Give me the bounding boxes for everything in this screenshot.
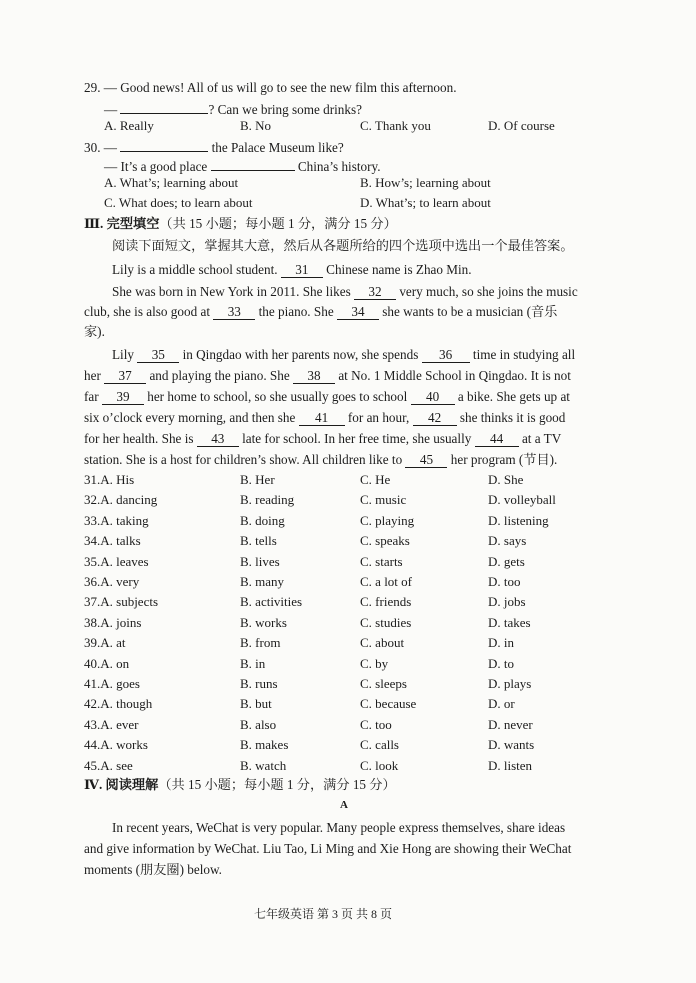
cloze-option-43-d: D. never	[488, 716, 533, 732]
cloze-option-31-d: D. She	[488, 472, 524, 487]
cloze-option-42-b: B. but	[240, 696, 272, 712]
blank-32: 32	[354, 285, 396, 300]
passage-a-line-2: and give information by WeChat. Liu Tao, Li Ming and Xie Hong are showing their WeChat	[84, 841, 572, 856]
cloze-option-37-c: C. friends	[360, 594, 412, 610]
cloze-option-34-a: 34.A. talks	[84, 533, 141, 549]
cloze-option-32-b: B. reading	[240, 492, 295, 508]
q30-option-a: A. What’s; learning about	[104, 175, 239, 190]
q30-blank-2	[211, 156, 295, 171]
cloze-option-35-b: B. lives	[240, 553, 280, 569]
cloze-option-36-b: B. many	[240, 574, 285, 589]
cloze-option-39-c: C. about	[360, 635, 405, 651]
blank-39: 39	[102, 390, 144, 405]
cloze-option-34-b: B. tells	[240, 533, 277, 549]
cloze-line-7: far 39 her home to school, so she usually goes to school 40 a bike. She gets up at	[84, 389, 570, 404]
cloze-option-31-c: C. He	[360, 472, 391, 487]
passage-a-label: A	[340, 799, 348, 811]
cloze-option-37-b: B. activities	[240, 594, 303, 610]
cloze-option-36-d: D. too	[488, 574, 521, 589]
cloze-option-33-b: B. doing	[240, 512, 285, 528]
cloze-option-42-a: 42.A. though	[84, 696, 153, 712]
cloze-option-43-a: 43.A. ever	[84, 716, 139, 732]
blank-36: 36	[422, 348, 470, 363]
blank-37: 37	[104, 369, 146, 384]
cloze-line-2: She was born in New York in 2011. She likes 32 very much, so she joins the music	[112, 284, 578, 299]
cloze-option-36-a: 36.A. very	[84, 574, 140, 589]
cloze-option-41-b: B. runs	[240, 676, 278, 691]
cloze-line-1: Lily is a middle school student. 31 Chinese name is Zhao Min.	[112, 262, 472, 277]
cloze-option-33-a: 33.A. taking	[84, 512, 149, 528]
cloze-option-41-a: 41.A. goes	[84, 676, 140, 691]
q30-option-b: B. How’s; learning about	[360, 175, 491, 190]
blank-34: 34	[337, 305, 379, 320]
cloze-option-37-a: 37.A. subjects	[84, 594, 159, 610]
blank-42: 42	[413, 411, 457, 426]
q29-option-b: B. No	[240, 118, 272, 133]
cloze-option-39-a: 39.A. at	[84, 635, 126, 651]
cloze-option-45-b: B. watch	[240, 757, 287, 773]
q30-response: — It’s a good place China’s history.	[104, 156, 381, 175]
cloze-option-38-b: B. works	[240, 614, 287, 630]
cloze-option-39-d: D. in	[488, 635, 514, 651]
cloze-option-35-a: 35.A. leaves	[84, 553, 149, 569]
section-4-heading: Ⅳ. 阅读理解（共 15 小题；每小题 1 分，满分 15 分）	[84, 777, 396, 792]
cloze-option-40-a: 40.A. on	[84, 655, 130, 671]
cloze-line-9: for her health. She is 43 late for school. In her free time, she usually 44 at a TV	[84, 431, 562, 446]
passage-a-line-1: In recent years, WeChat is very popular. Many people express themselves, share ideas	[112, 820, 566, 835]
cloze-option-40-c: C. by	[360, 655, 389, 671]
cloze-line-5: Lily 35 in Qingdao with her parents now, she spends 36 time in studying all	[112, 347, 576, 362]
cloze-option-31-b: B. Her	[240, 472, 275, 487]
cloze-option-44-b: B. makes	[240, 737, 289, 753]
cloze-option-41-c: C. sleeps	[360, 676, 407, 691]
cloze-option-35-c: C. starts	[360, 553, 403, 569]
cloze-option-45-a: 45.A. see	[84, 757, 133, 773]
cloze-option-33-d: D. listening	[488, 512, 549, 528]
cloze-option-45-d: D. listen	[488, 757, 533, 773]
section-3-heading: Ⅲ. 完型填空（共 15 小题；每小题 1 分，满分 15 分）	[84, 216, 397, 231]
blank-35: 35	[137, 348, 179, 363]
cloze-option-34-c: C. speaks	[360, 533, 410, 549]
cloze-option-41-d: D. plays	[488, 676, 532, 691]
cloze-option-35-d: D. gets	[488, 553, 525, 569]
q29-option-d: D. Of course	[488, 118, 555, 133]
blank-40: 40	[411, 390, 455, 405]
cloze-option-38-d: D. takes	[488, 614, 531, 630]
cloze-option-38-c: C. studies	[360, 614, 412, 630]
cloze-option-44-d: D. wants	[488, 737, 535, 753]
section-3-instructions: 阅读下面短文，掌握其大意，然后从各题所给的四个选项中选出一个最佳答案。	[112, 238, 574, 253]
cloze-option-44-c: C. calls	[360, 737, 399, 753]
blank-33: 33	[213, 305, 255, 320]
q30-stem: 30. — the Palace Museum like?	[84, 137, 344, 156]
blank-31: 31	[281, 263, 323, 278]
blank-45: 45	[405, 453, 447, 468]
cloze-line-6: her 37 and playing the piano. She 38 at No. 1 Middle School in Qingdao. It is not	[84, 368, 571, 383]
blank-43: 43	[197, 432, 239, 447]
cloze-option-43-b: B. also	[240, 716, 277, 732]
cloze-option-40-d: D. to	[488, 655, 514, 671]
cloze-line-4: 家).	[84, 324, 105, 339]
cloze-line-10: station. She is a host for children’s show. All children like to 45 her program (节目).	[84, 452, 558, 467]
cloze-option-44-a: 44.A. works	[84, 737, 148, 753]
cloze-option-42-c: C. because	[360, 696, 417, 712]
cloze-option-32-a: 32.A. dancing	[84, 492, 158, 508]
q29-stem: 29. — Good news! All of us will go to see the new film this afternoon.	[84, 80, 457, 95]
cloze-option-45-c: C. look	[360, 757, 399, 773]
q30-option-d: D. What’s; to learn about	[360, 195, 491, 210]
page-footer: 七年级英语 第 3 页 共 8 页	[254, 907, 393, 921]
q30-option-c: C. What does; to learn about	[104, 195, 253, 210]
cloze-option-34-d: D. says	[488, 533, 527, 549]
cloze-option-40-b: B. in	[240, 655, 266, 671]
cloze-option-36-c: C. a lot of	[360, 574, 412, 589]
cloze-option-38-a: 38.A. joins	[84, 614, 142, 630]
cloze-option-32-c: C. music	[360, 492, 407, 508]
q29-option-a: A. Really	[104, 118, 154, 133]
cloze-option-33-c: C. playing	[360, 512, 415, 528]
blank-41: 41	[299, 411, 345, 426]
q29-option-c: C. Thank you	[360, 118, 431, 133]
cloze-option-31-a: 31.A. His	[84, 472, 135, 487]
cloze-line-8: six o’clock every morning, and then she 41 for an hour, 42 she thinks it is good	[84, 410, 566, 425]
blank-44: 44	[475, 432, 519, 447]
cloze-line-3: club, she is also good at 33 the piano. She 34 she wants to be a musician (音乐	[84, 304, 558, 319]
cloze-option-43-c: C. too	[360, 716, 392, 732]
cloze-option-39-b: B. from	[240, 635, 281, 651]
cloze-option-32-d: D. volleyball	[488, 492, 556, 508]
cloze-option-37-d: D. jobs	[488, 594, 526, 610]
q29-response: — ? Can we bring some drinks?	[104, 99, 362, 118]
blank-38: 38	[293, 369, 335, 384]
q29-blank	[120, 99, 208, 114]
cloze-option-42-d: D. or	[488, 696, 515, 712]
q30-blank-1	[120, 137, 208, 152]
passage-a-line-3: moments (朋友圈) below.	[84, 862, 222, 877]
